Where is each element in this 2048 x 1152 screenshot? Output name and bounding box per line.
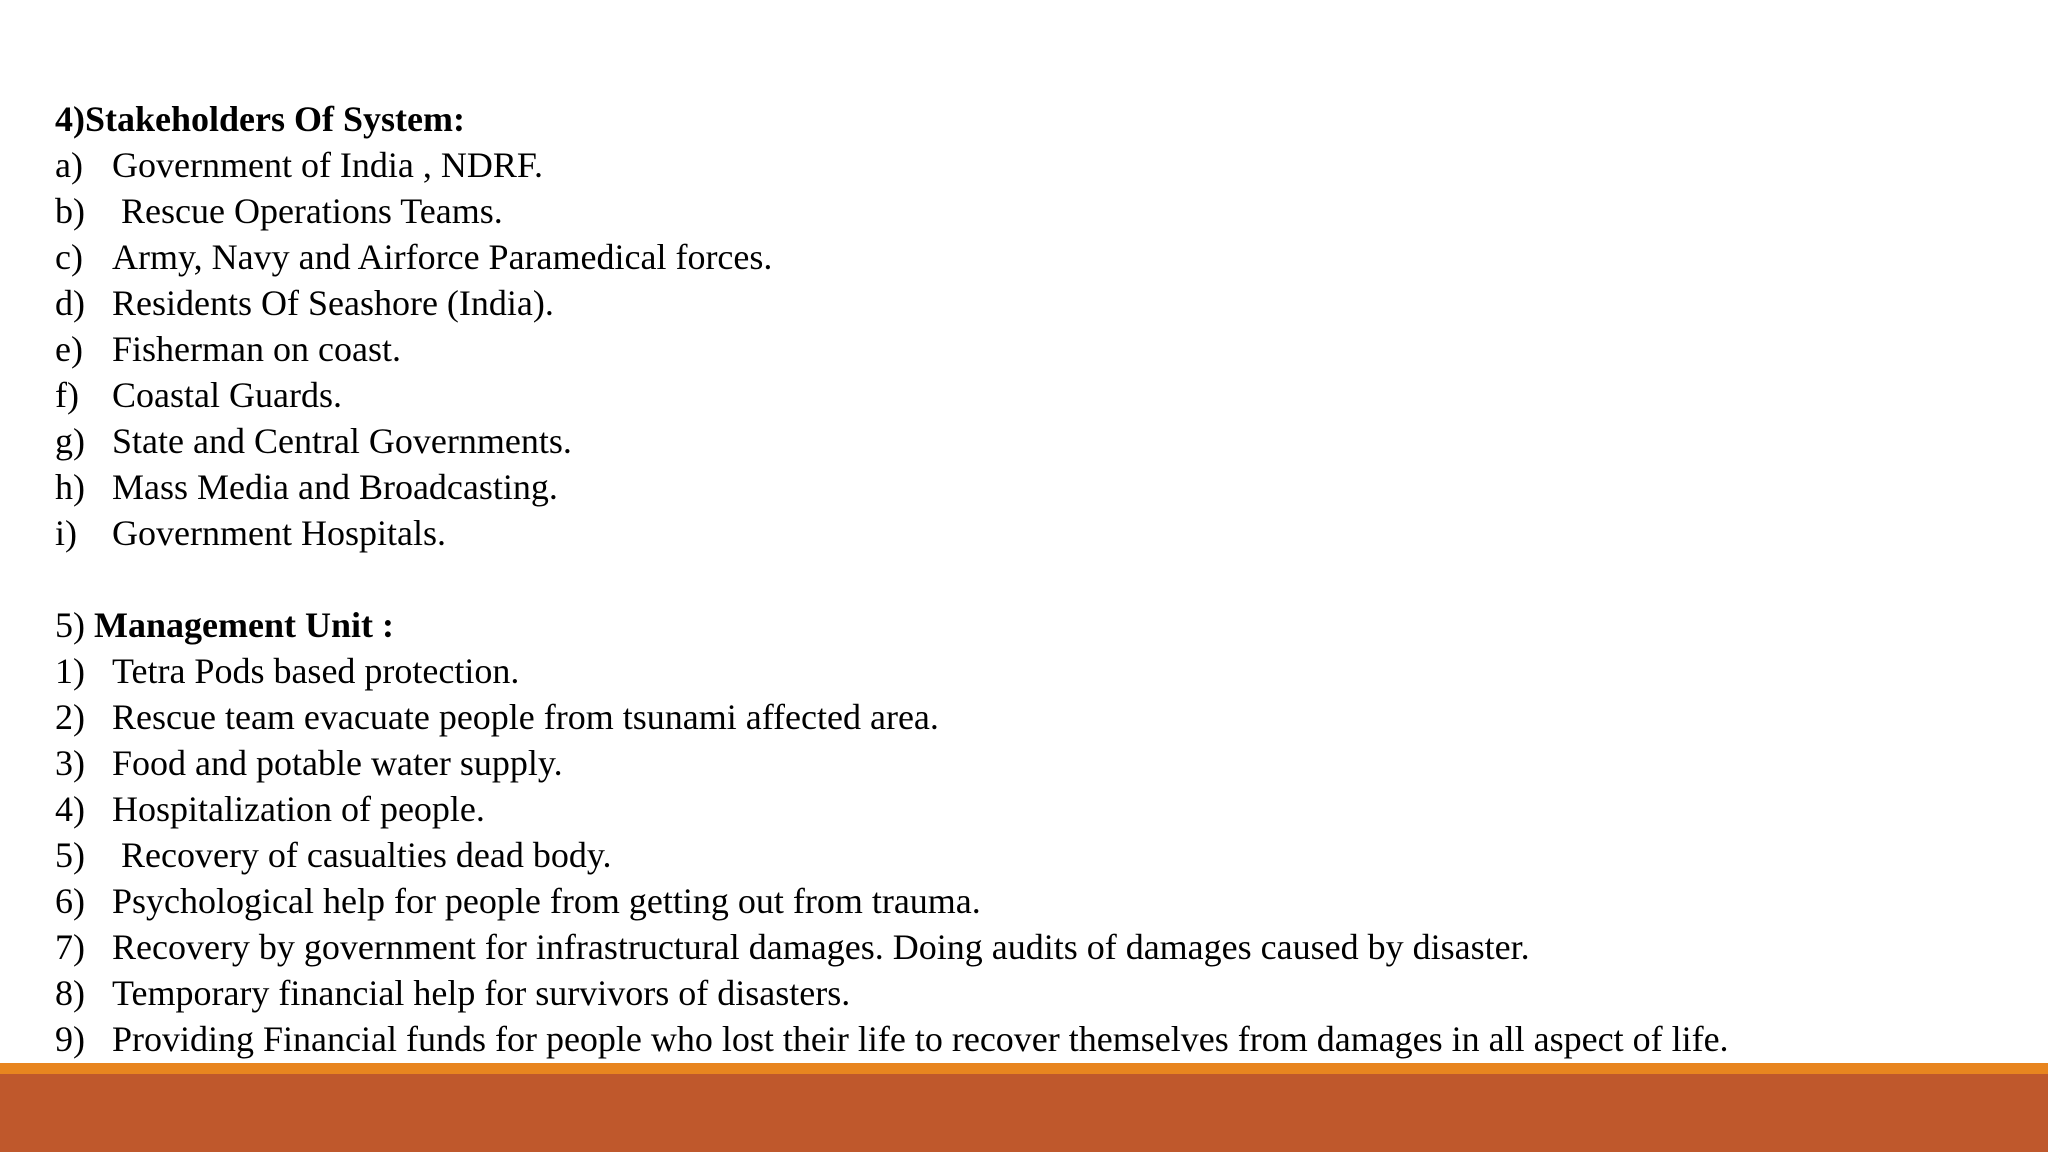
list-item	[55, 142, 2015, 188]
list-item	[55, 234, 2015, 280]
list-item	[55, 924, 2015, 970]
list-item	[55, 694, 2015, 740]
list-marker: 5)	[55, 835, 85, 875]
list-item	[55, 1016, 2015, 1062]
list-text: Government Hospitals.	[112, 513, 446, 553]
list-marker: b)	[55, 191, 85, 231]
list-marker: 6)	[55, 881, 85, 921]
list-text: Rescue team evacuate people from tsunami affected area.	[112, 697, 939, 737]
list-item	[55, 372, 2015, 418]
list-item	[55, 418, 2015, 464]
management-heading-title: Management Unit :	[94, 605, 394, 645]
management-heading-number: 5)	[55, 605, 94, 645]
footer-band	[0, 1074, 2048, 1152]
list-text: Mass Media and Broadcasting.	[112, 467, 558, 507]
slide-content	[55, 96, 2015, 1062]
list-item	[55, 280, 2015, 326]
management-heading	[55, 602, 2015, 648]
list-item	[55, 970, 2015, 1016]
list-text: Food and potable water supply.	[112, 743, 563, 783]
list-marker: 4)	[55, 789, 85, 829]
list-item	[55, 188, 2015, 234]
list-marker: 7)	[55, 927, 85, 967]
list-item	[55, 648, 2015, 694]
list-marker: 2)	[55, 697, 85, 737]
list-text: Coastal Guards.	[112, 375, 342, 415]
list-marker: d)	[55, 283, 85, 323]
list-item	[55, 786, 2015, 832]
list-text: Army, Navy and Airforce Paramedical forces.	[112, 237, 773, 277]
list-text: Recovery of casualties dead body.	[112, 835, 612, 875]
list-text: Government of India , NDRF.	[112, 145, 544, 185]
list-marker: 1)	[55, 651, 85, 691]
list-text: Tetra Pods based protection.	[112, 651, 520, 691]
list-item	[55, 326, 2015, 372]
list-text: Temporary financial help for survivors of disasters.	[112, 973, 851, 1013]
list-marker: g)	[55, 421, 85, 461]
list-marker: 3)	[55, 743, 85, 783]
list-text: Recovery by government for infrastructural damages. Doing audits of damages caused by disaster.	[112, 927, 1530, 967]
list-marker: 8)	[55, 973, 85, 1013]
list-item	[55, 510, 2015, 556]
list-text: Residents Of Seashore (India).	[112, 283, 554, 323]
stakeholders-list	[55, 142, 2015, 556]
list-text: Fisherman on coast.	[112, 329, 401, 369]
list-text: State and Central Governments.	[112, 421, 572, 461]
list-marker: 9)	[55, 1019, 85, 1059]
list-marker: h)	[55, 467, 85, 507]
list-item	[55, 832, 2015, 878]
list-marker: e)	[55, 329, 83, 369]
list-marker: f)	[55, 375, 79, 415]
management-list	[55, 648, 2015, 1062]
list-text: Rescue Operations Teams.	[112, 191, 503, 231]
list-item	[55, 464, 2015, 510]
list-marker: c)	[55, 237, 83, 277]
list-marker: i)	[55, 513, 77, 553]
section-spacer	[55, 556, 2015, 602]
list-item	[55, 878, 2015, 924]
list-marker: a)	[55, 145, 83, 185]
list-text: Providing Financial funds for people who lost their life to recover themselves from damages in all aspect of life.	[112, 1019, 1729, 1059]
stakeholders-heading: 4)Stakeholders Of System:	[55, 99, 465, 139]
list-text: Hospitalization of people.	[112, 789, 485, 829]
footer-accent-line	[0, 1063, 2048, 1074]
list-text: Psychological help for people from getting out from trauma.	[112, 881, 981, 921]
list-item	[55, 740, 2015, 786]
